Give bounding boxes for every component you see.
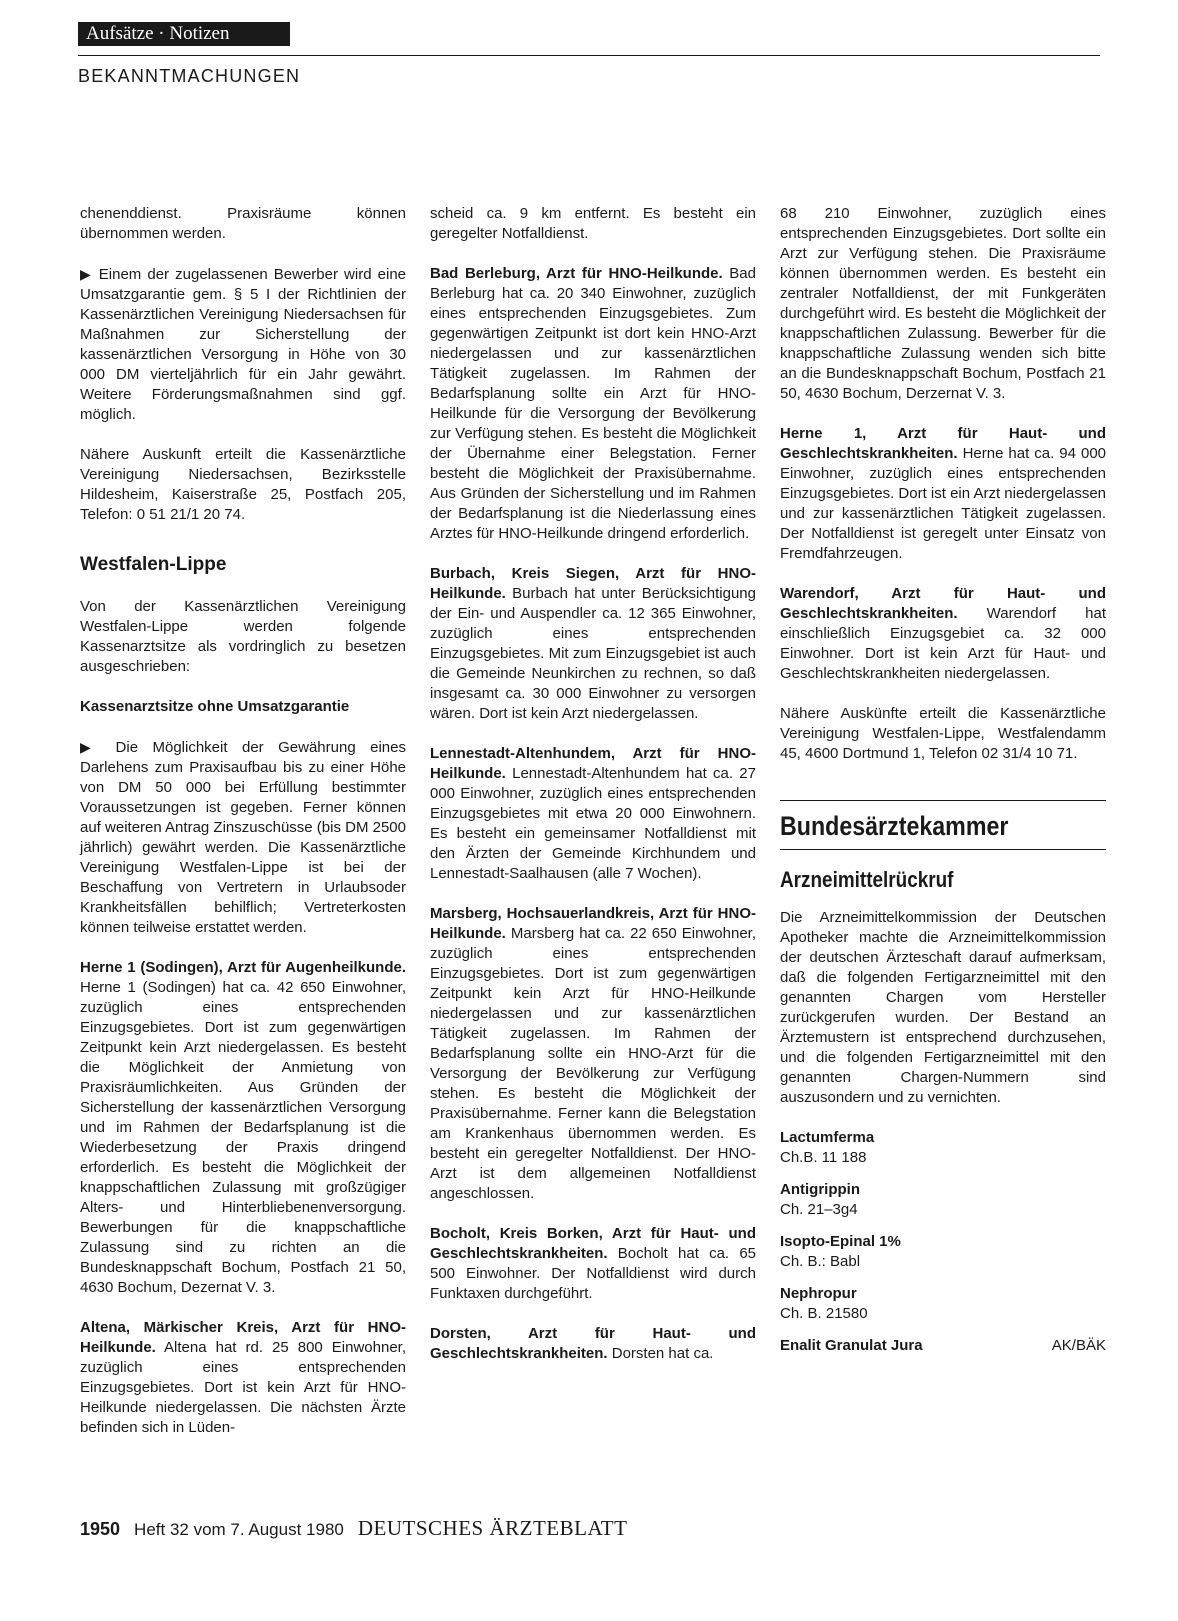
listing-entry: Bocholt, Kreis Borken, Arzt für Haut- und Geschlechtskrankheiten. Bocholt hat ca. 65 500 Einwohner. Der Notfalldienst wird durch Funktaxen durchgeführt. (430, 1225, 756, 1302)
paragraph: scheid ca. 9 km entfernt. Es besteht ein geregelter Notfalldienst. (430, 205, 756, 242)
subheading: Kassenarztsitze ohne Umsatzgarantie (80, 698, 350, 715)
author-signature: AK/BÄK (1051, 1337, 1106, 1354)
drug-item: Nephropur Ch. B. 21580 (780, 1285, 868, 1322)
organization-heading: Bundesärztekammer (780, 811, 1009, 841)
triangle-bullet-icon: ▶ (80, 739, 102, 755)
page-footer (80, 1516, 627, 1541)
paragraph: Die Arzneimittelkommission der Deutschen Apotheker machte die Arzneimittelkommission der deutschen Ärzteschaft darauf aufmerksam, daß die folgenden Fertigarzneimittel mit den genannten Chargen vom Hersteller zurückgerufen wurden. Der Bestand an Ärztemustern ist entsprechend durchzusehen, und die folgenden Fertigarzneimittel mit den genannten Chargen-Nummern sind auszusondern und zu vernichten. (780, 909, 1106, 1106)
page-number: 1950 (80, 1519, 121, 1539)
paragraph: Nähere Auskünfte erteilt die Kassenärztliche Vereinigung Westfalen-Lippe, Westfalendamm 45, 4600 Dortmund 1, Telefon 02 31/4 10 71. (780, 705, 1106, 762)
section-tag: Aufsätze · Notizen (78, 22, 290, 46)
listing-entry: Lennestadt-Altenhundem, Arzt für HNO-Heilkunde. Lennestadt-Altenhundem hat ca. 27 000 Einwohner, zuzüglich eines entsprechenden Einzugsgebietes mit etwa 20 000 Einwohnern. Es besteht ein gemeinsamer Notfalldienst mit den Ärzten der Gemeinde Kirchhundem und Lennestadt-Saalhausen (alle 7 Wochen). (430, 745, 756, 882)
section-label: BEKANNTMACHUNGEN (78, 66, 301, 86)
header-rule (78, 55, 1100, 56)
paragraph: Nähere Auskunft erteilt die Kassenärztliche Vereinigung Niedersachsen, Bezirksstelle Hildesheim, Kaiserstraße 25, Postfach 205, Telefon: 0 51 21/1 20 74. (80, 446, 406, 523)
paragraph: Von der Kassenärztlichen Vereinigung Westfalen-Lippe werden folgende Kassenarztsitze als vordringlich zu besetzen ausgeschrieben: (80, 598, 406, 675)
listing-entry: Warendorf, Arzt für Haut- und Geschlechtskrankheiten. Warendorf hat einschließlich Einzugsgebiet ca. 32 000 Einwohner. Dort ist kein Arzt für Haut- und Geschlechtskrankheiten niedergelassen. (780, 585, 1106, 682)
column-1 (80, 204, 406, 1438)
journal-name: DEUTSCHES ÄRZTEBLATT (357, 1516, 628, 1540)
listing-entry: Herne 1, Arzt für Haut- und Geschlechtskrankheiten. Herne hat ca. 94 000 Einwohner, zuzüglich eines entsprechenden Einzugsgebietes. Dort ist ein Arzt niedergelassen und zur kassenärztlichen Tätigkeit zugelassen. Der Notfalldienst ist geregelt unter Einsatz von Fremdfahrzeugen. (780, 425, 1107, 562)
triangle-bullet-icon: ▶ (80, 266, 93, 282)
listing-entry: Bad Berleburg, Arzt für HNO-Heilkunde. Bad Berleburg hat ca. 20 340 Einwohner, zuzüglich eines entsprechenden Einzugsgebietes. Zum gegenwärtigen Zeitpunkt ist dort kein HNO-Arzt niedergelassen und zur kassenärztlichen Tätigkeit zugelassen. Im Rahmen der Bedarfsplanung sollte ein Arzt für HNO-Heilkunde für die Versorgung der Bevölkerung zur Verfügung stehen. Es besteht die Möglichkeit der Übernahme einer Belegstation. Ferner besteht die Möglichkeit der Praxisübernahme. Aus Gründen der Sicherstellung und im Rahmen der Bedarfsplanung ist die Niederlassung eines Arztes für HNO-Heilkunde dringend erforderlich. (430, 265, 756, 542)
paragraph: ▶ Die Möglichkeit der Gewährung eines Darlehens zum Praxisaufbau bis zu einer Höhe von DM 50 000 bei Erfüllung bestimmter Voraussetzungen ist gegeben. Ferner können auf weiteren Antrag Zinszuschüsse (bis DM 2500 jährlich) gewährt werden. Die Kassenärztliche Vereinigung Westfalen-Lippe ist bei der Beschaffung von Vertretern in Urlaubsoder Krankheitsfällen behilflich; Vertreterkosten können teilweise erstattet werden. (80, 739, 406, 936)
column-3 (780, 204, 1106, 1356)
paragraph: chenenddienst. Praxisräume können übernommen werden. (80, 205, 406, 242)
region-heading: Westfalen-Lippe (80, 554, 227, 575)
column-2 (430, 204, 756, 1364)
listing-entry: Burbach, Kreis Siegen, Arzt für HNO-Heilkunde. Burbach hat unter Berücksichtigung der Ein- und Auspendler ca. 12 365 Einwohner, zuzüglich eines entsprechenden Einzugsgebietes. Mit zum Einzugsgebiet ist auch die Gemeinde Neunkirchen zu rechnen, so daß insgesamt ca. 30 000 Einwohner zu versorgen wären. Dort ist kein Arzt niedergelassen. (430, 565, 756, 722)
issue-info: Heft 32 vom 7. August 1980 (134, 1520, 344, 1539)
drug-item-last: Enalit Granulat Jura AK/BÄK (780, 1337, 1106, 1354)
paragraph: 68 210 Einwohner, zuzüglich eines entsprechenden Einzugsgebietes. Dort sollte ein Arzt zur Verfügung stehen. Die Praxisräume können übernommen werden. Es besteht ein zentraler Notfalldienst, der mit Funkgeräten durchgeführt wird. Es besteht die Möglichkeit der knappschaftlichen Zulassung. Bewerber für die knappschaftliche Zulassung wenden sich bitte an die Bundesknappschaft Bochum, Postfach 21 50, 4630 Bochum, Derzernat V. 3. (780, 205, 1106, 402)
drug-item: Lactumferma Ch.B. 11 188 (780, 1129, 875, 1166)
listing-entry: Altena, Märkischer Kreis, Arzt für HNO-Heilkunde. Altena hat rd. 25 800 Einwohner, zuzüglich eines entsprechenden Einzugsgebietes. Dort ist kein Arzt für HNO-Heilkunde niedergelassen. Die nächsten Ärzte befinden sich in Lüden- (80, 1319, 406, 1436)
listing-entry: Dorsten, Arzt für Haut- und Geschlechtskrankheiten. Dorsten hat ca. (430, 1325, 756, 1362)
section-rule (780, 800, 1106, 801)
paragraph: ▶ Einem der zugelassenen Bewerber wird eine Umsatzgarantie gem. § 5 I der Richtlinien der Kassenärztlichen Vereinigung Niedersachsen für Maßnahmen zur Sicherstellung der kassenärztlichen Versorgung in Höhe von 30 000 DM vierteljährlich für ein Jahr gewährt. Weitere Förderungsmaßnahmen sind ggf. möglich. (80, 266, 406, 423)
topic-heading: Arzneimittelrückruf (780, 867, 954, 892)
drug-item: Antigrippin Ch. 21–3g4 (780, 1181, 860, 1218)
drug-item: Isopto-Epinal 1% Ch. B.: Babl (780, 1233, 901, 1270)
heading-rule (780, 849, 1106, 850)
listing-entry: Herne 1 (Sodingen), Arzt für Augenheilkunde. Herne 1 (Sodingen) hat ca. 42 650 Einwohner, zuzüglich eines entsprechenden Einzugsgebietes. Dort ist zum gegenwärtigen Zeitpunkt kein Arzt niedergelassen. Es besteht die Möglichkeit der Anmietung von Praxisräumlichkeiten. Aus Gründen der Sicherstellung der kassenärztlichen Versorgung und im Rahmen der Bedarfsplanung ist die Wiederbesetzung der Praxis dringend erforderlich. Es besteht die Möglichkeit der knappschaftlichen Zulassung mit großzügiger Alters- und Hinterbliebenenversorgung. Bewerbungen für die knappschaftliche Zulassung sind zu richten an die Bundesknappschaft Bochum, Postfach 21 50, 4630 Bochum, Dezernat V. 3. (80, 959, 406, 1296)
listing-entry: Marsberg, Hochsauerlandkreis, Arzt für HNO-Heilkunde. Marsberg hat ca. 22 650 Einwohner, zuzüglich eines entsprechenden Einzugsgebietes. Dort ist zum gegenwärtigen Zeitpunkt kein Arzt für HNO-Heilkunde niedergelassen und zur kassenärztlichen Tätigkeit zugelassen. Im Rahmen der Bedarfsplanung sollte ein HNO-Arzt für die Versorgung der Bevölkerung zur Verfügung stehen. Es besteht die Möglichkeit der Praxisübernahme. Ferner kann die Belegstation am Krankenhaus übernommen werden. Es besteht ein geregelter Notfalldienst. Der HNO-Arzt ist dem allgemeinen Notfalldienst angeschlossen. (430, 905, 756, 1202)
